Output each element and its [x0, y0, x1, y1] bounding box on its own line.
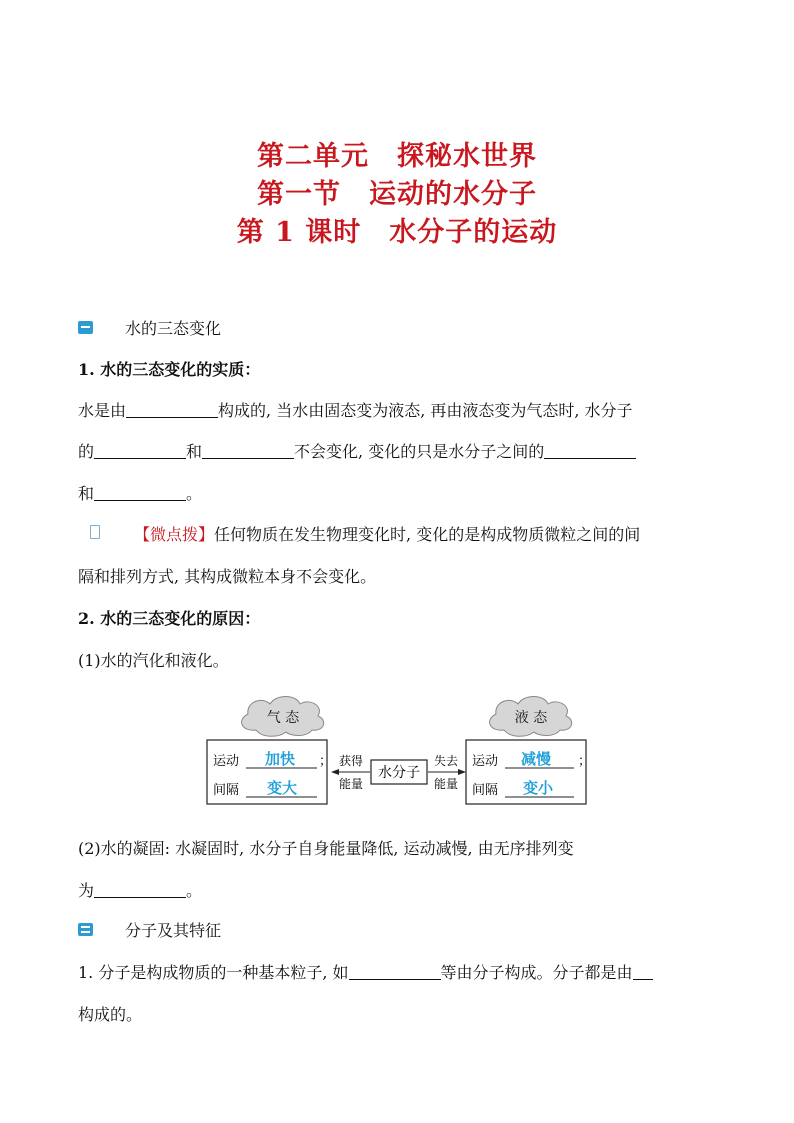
question-1-line-3 — [78, 481, 202, 504]
liquid-gap-answer: 变小 — [522, 779, 554, 797]
section-one-icon — [78, 321, 93, 334]
answer-blank[interactable] — [633, 963, 653, 980]
answer-blank[interactable] — [94, 484, 186, 501]
question-2-part-1: (1)水的汽化和液化。 — [78, 651, 229, 670]
section-2-question-1-line-1 — [78, 960, 653, 983]
text-segment: 。 — [186, 881, 203, 900]
semicolon: ； — [319, 754, 333, 769]
gain-energy-bottom: 能量 — [338, 777, 364, 791]
unit-title: 第二单元 探秘水世界 — [257, 141, 537, 172]
semicolon: ； — [578, 754, 591, 769]
question-1-line-1 — [78, 398, 633, 421]
gap-label: 间隔 — [472, 783, 499, 798]
lose-energy-top: 失去 — [433, 754, 459, 768]
evaporation-condensation-diagram — [206, 692, 591, 810]
lose-energy-bottom: 能量 — [433, 777, 459, 791]
cloud-liquid-label: 液 态 — [514, 710, 548, 726]
text-segment: 。 — [186, 484, 203, 503]
section-heading-label: 水的三态变化 — [125, 319, 222, 338]
text-segment: 不会变化, 变化的只是水分子之间的 — [294, 442, 545, 461]
section-title: 第一节 运动的水分子 — [257, 179, 537, 210]
liquid-motion-answer: 减慢 — [520, 750, 552, 768]
answer-blank[interactable] — [94, 442, 186, 459]
tip-label: 【微点拨】 — [134, 525, 215, 544]
tip-line-2: 隔和排列方式, 其构成微粒本身不会变化。 — [78, 567, 377, 586]
text-segment: 1. 分子是构成物质的一种基本粒子, 如 — [78, 963, 349, 982]
section-heading-three-states — [78, 316, 221, 339]
answer-blank[interactable] — [202, 442, 294, 459]
answer-blank[interactable] — [349, 963, 441, 980]
section-heading-molecules — [78, 918, 221, 941]
text-segment: 和 — [78, 484, 95, 503]
cloud-gas-label: 气 态 — [266, 710, 300, 726]
question-2-title: 2. 水的三态变化的原因： — [78, 609, 261, 628]
gas-motion-answer: 加快 — [264, 750, 296, 768]
gas-gap-answer: 变大 — [266, 779, 298, 797]
answer-blank[interactable] — [126, 401, 218, 418]
text-segment: 等由分子构成。分子都是由 — [440, 963, 633, 982]
text-segment: 构成的, 当水由固态变为液态, 再由液态变为气态时, 水分子 — [218, 401, 633, 420]
question-2-part-3 — [78, 878, 202, 901]
text-segment: 和 — [186, 442, 203, 461]
section-heading-label: 分子及其特征 — [125, 921, 222, 940]
section-2-question-1-line-2: 构成的。 — [78, 1005, 143, 1024]
tip-line-1 — [90, 522, 640, 545]
motion-label: 运动 — [213, 754, 240, 769]
tip-text: 任何物质在发生物理变化时, 变化的是构成物质微粒之间的间 — [214, 525, 641, 544]
question-1-title: 1. 水的三态变化的实质： — [78, 360, 261, 379]
text-segment: 水是由 — [78, 401, 127, 420]
text-segment: 为 — [78, 881, 95, 900]
question-1-line-2 — [78, 439, 636, 462]
water-molecule-label: 水分子 — [378, 765, 420, 781]
answer-blank[interactable] — [544, 442, 636, 459]
lesson-title: 第 1 课时 水分子的运动 — [236, 217, 558, 248]
answer-blank[interactable] — [94, 881, 186, 898]
question-2-part-2: (2)水的凝固: 水凝固时, 水分子自身能量降低, 运动减慢, 由无序排列变 — [78, 839, 574, 858]
pencil-icon — [90, 525, 100, 539]
title-block — [0, 138, 794, 252]
text-segment: 的 — [78, 442, 95, 461]
gap-label: 间隔 — [213, 783, 240, 798]
gain-energy-top: 获得 — [338, 754, 364, 768]
motion-label: 运动 — [472, 754, 499, 769]
section-two-icon — [78, 923, 93, 936]
